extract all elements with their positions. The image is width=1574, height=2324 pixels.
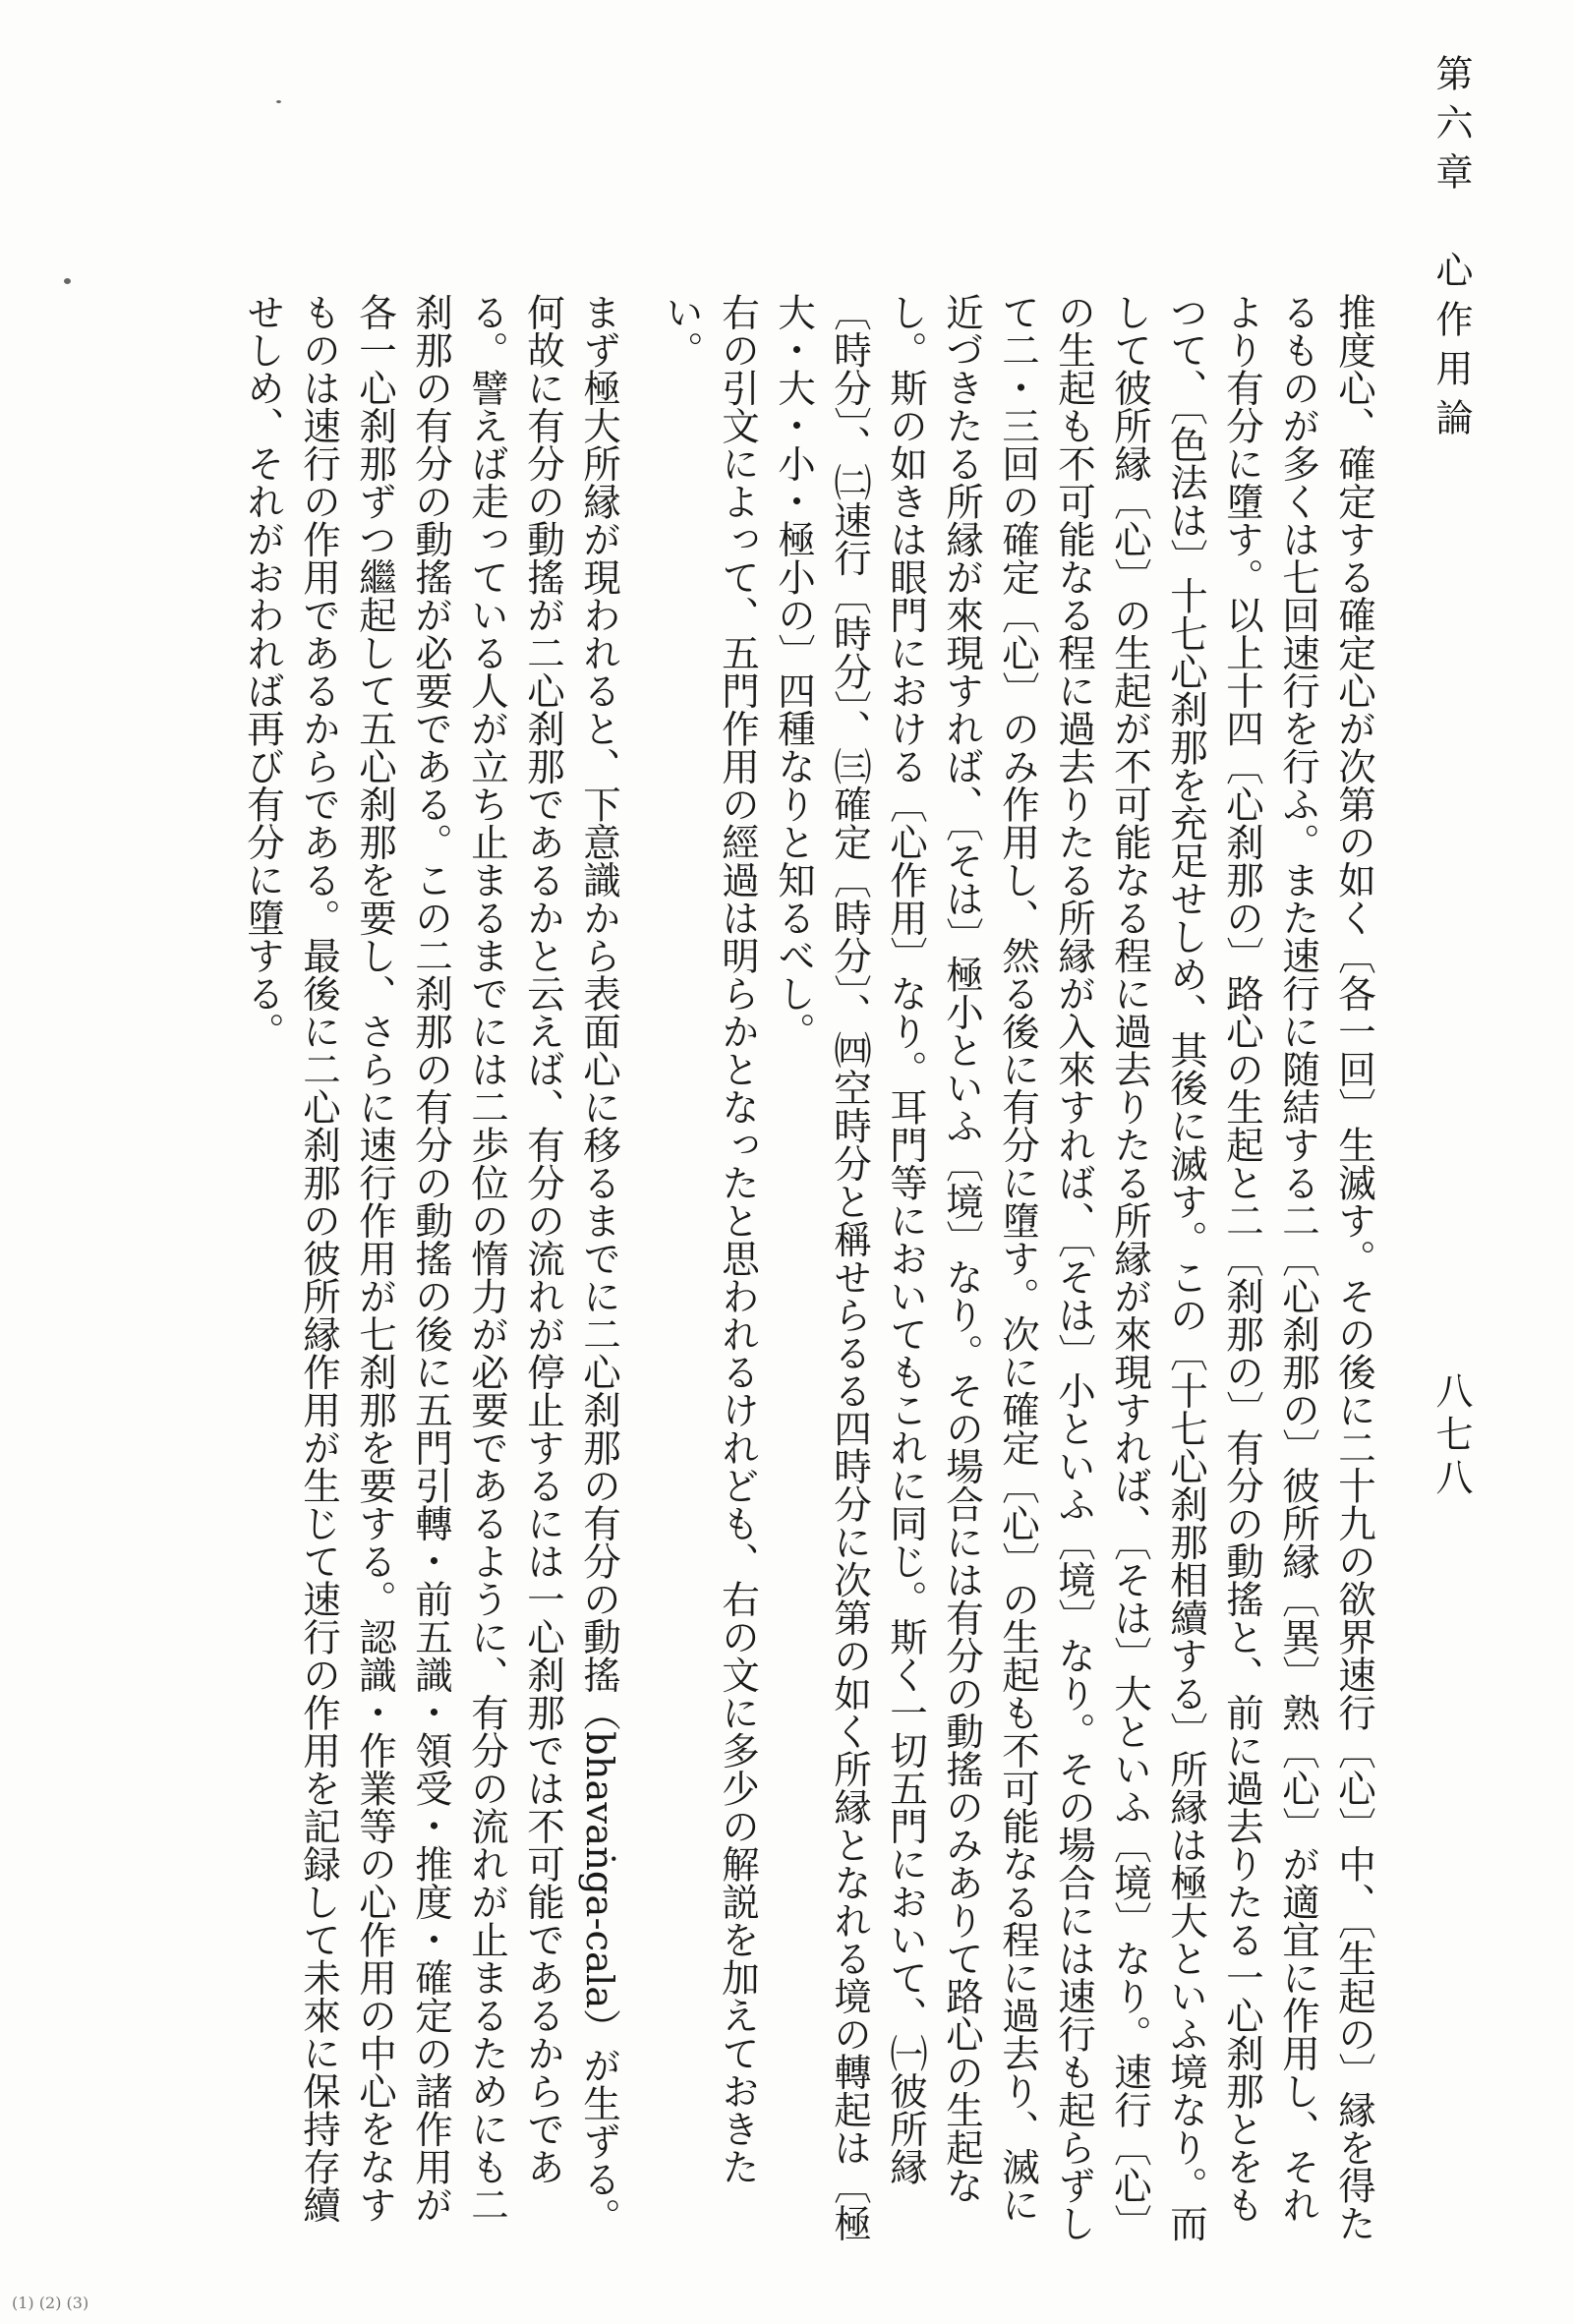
scan-speck: [276, 100, 281, 103]
quote-paragraph: 推度心、確定する確定心が次第の如く〔各一回〕生滅す。その後に二十九の欲界速行〔心〕中、〔生起の〕縁を得たるものが多くは七回速行を行ふ。また速行に随結する二〔心刹那の〕彼所縁〔異〕熟〔心〕が適宜に作用し、それより有分に墮す。以上十四〔心刹那の〕路心の生起と二〔刹那の〕有分の動搖と、前に過去りたる一心刹那とをもつて、〔色法は〕十七心刹那を充足せしめ、其後に滅す。この〔十七心刹那相續する〕所縁は極大といふ境なり。而して彼所縁〔心〕の生起が不可能なる程に過去りたる所縁が來現すれば、〔そは〕大といふ〔境〕なり。速行〔心〕の生起も不可能なる程に過去りたる所縁が入來すれば、〔そは〕小といふ〔境〕なり。その場合には速行も起らずして二・三回の確定〔心〕のみ作用し、然る後に有分に墮す。次に確定〔心〕の生起も不可能なる程に過去り、滅に近づきたる所縁が來現すれば、〔そは〕極小といふ〔境〕なり。その場合には有分の動搖のみありて路心の生起なし。斯の如きは眼門における〔心作用〕なり。耳門等においてもこれに同じ。斯く一切五門において、㈠彼所縁〔時分〕、㈡速行〔時分〕、㈢確定〔時分〕、㈣空時分と稱せらるる四時分に次第の如く所縁となれる境の轉起は〔極大・大・小・極小の〕四種なりと知るべし。: [772, 293, 1376, 2242]
page-number: 八七八: [1429, 1371, 1473, 1501]
scan-speck: [64, 278, 71, 284]
chapter-header: 第六章 心作用論: [1429, 54, 1473, 447]
commentary-paragraph-1: 右の引文によって、五門作用の經過は明らかとなったと思われるけれども、右の文に多少の解説を加えておきたい。: [660, 293, 760, 2185]
body-text: [153, 293, 1382, 2259]
footnote-marker-3: (3): [66, 2294, 89, 2312]
footnote-markers: [12, 2294, 88, 2312]
footnote-marker-1: (1): [12, 2294, 34, 2312]
commentary-paragraph-2: まず極大所縁が現われると、下意識から表面心に移るまでに二心刹那の有分の動搖（bhavaṅga-cala）が生ずる。何故に有分の動搖が二心刹那であるかと云えば、有分の流れが停止するには一心刹那では不可能であるからである。譬えば走っている人が立ち止まるまでには二歩位の惰力が必要であるように、有分の流れが止まるためにも二刹那の有分の動搖が必要である。この二刹那の有分の動搖の後に五門引轉・前五識・領受・推度・確定の諸作用が各一心刹那ずつ繼起して五心刹那を要し、さらに速行作用が七刹那を要する。認識・作業等の心作用の中心をなすものは速行の作用であるからである。最後に二心刹那の彼所縁作用が生じて速行の作用を記録して未來に保持存續せしめ、それがおわれば再び有分に墮する。: [241, 293, 621, 2237]
footnote-marker-2: (2): [38, 2294, 62, 2312]
